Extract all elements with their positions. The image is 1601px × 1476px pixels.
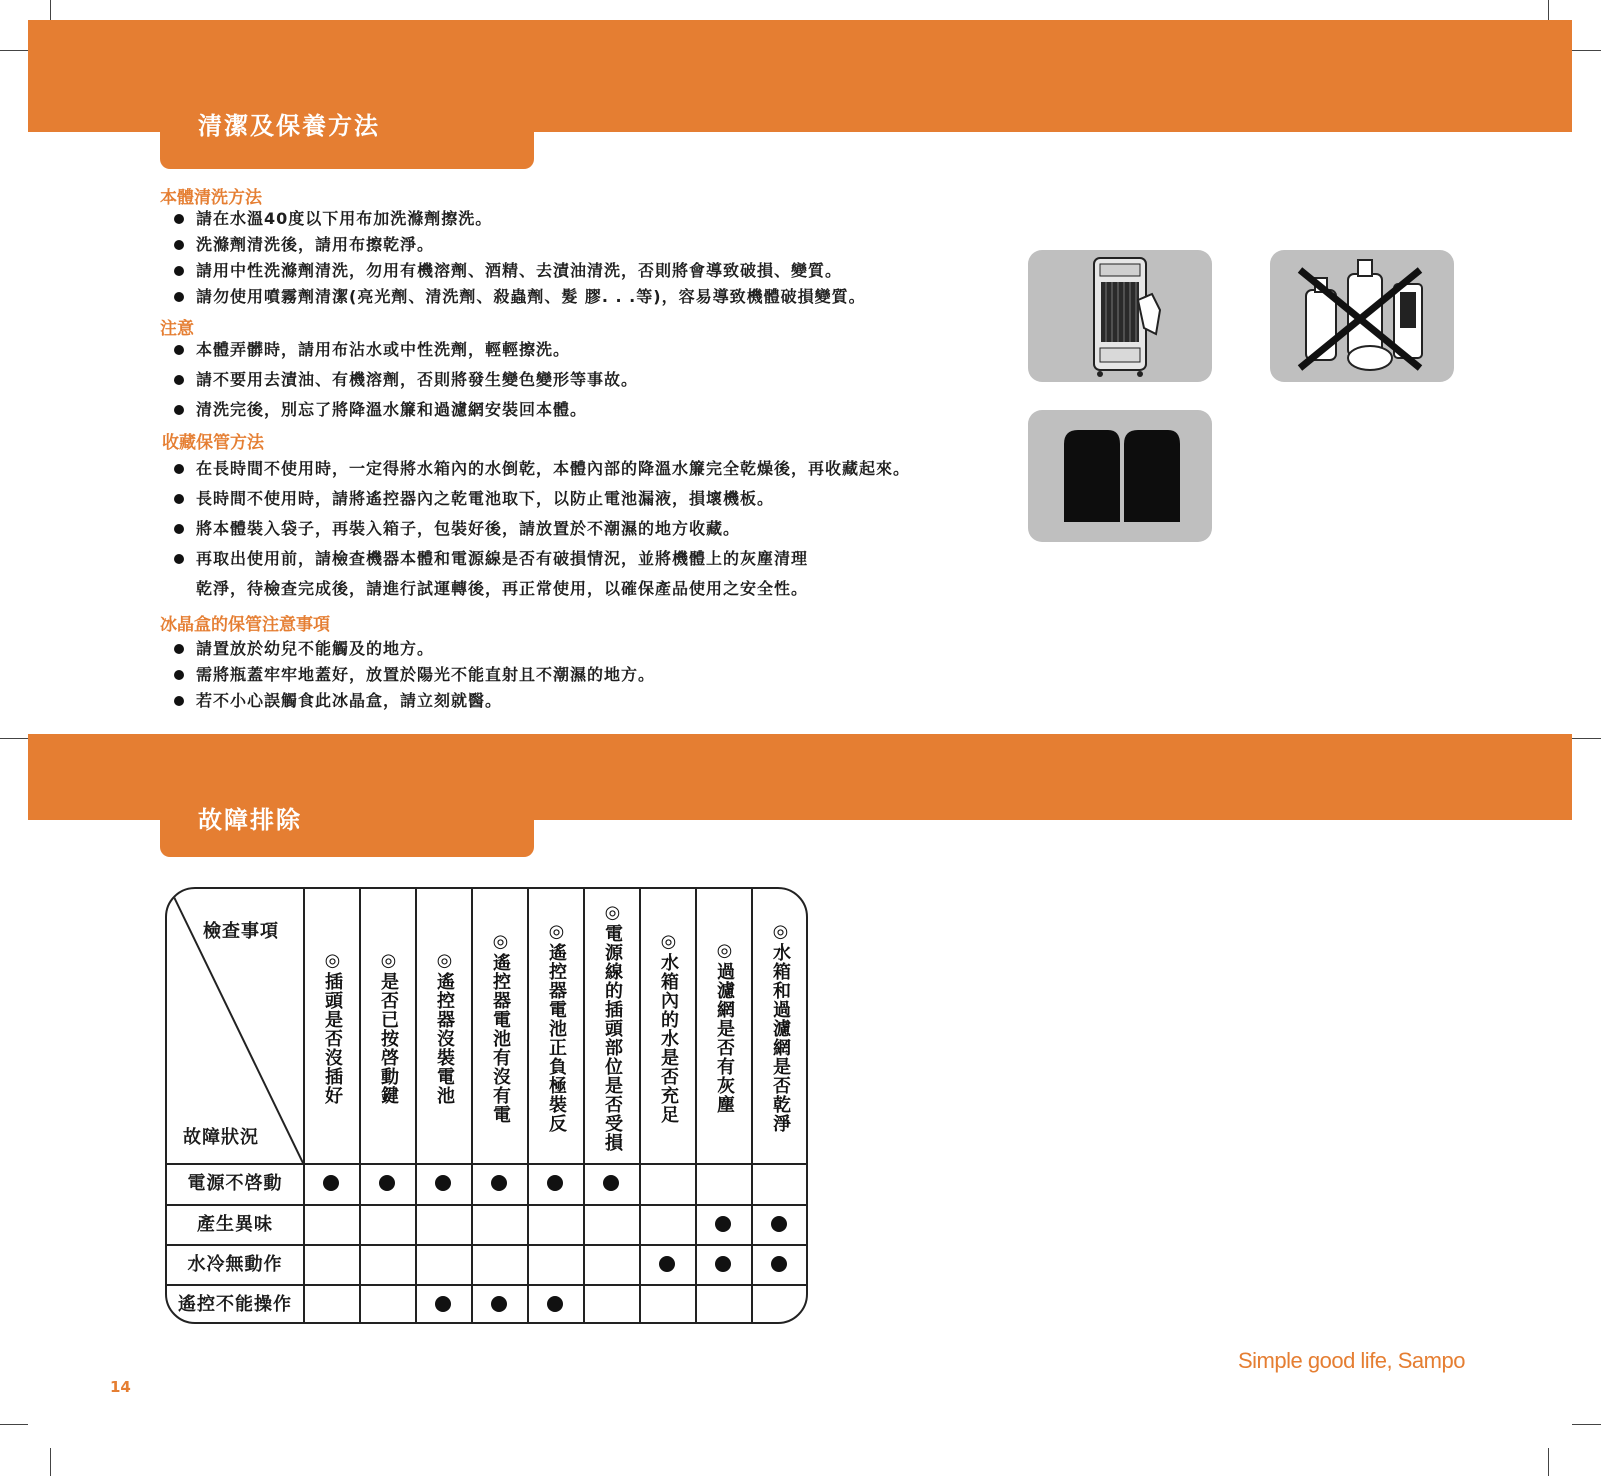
page-number: 14	[110, 1378, 131, 1396]
crop-mark	[0, 1424, 28, 1425]
corner-check-items-label: 檢查事項	[203, 921, 279, 942]
table-mark-dot	[715, 1256, 731, 1272]
table-mark-dot	[547, 1175, 563, 1191]
ice-box-illustration	[1028, 410, 1212, 542]
caution-list	[170, 335, 638, 425]
crop-mark	[0, 50, 28, 51]
corner-fault-status-label: 故障狀況	[183, 1127, 259, 1148]
list-item: 需將瓶蓋牢牢地蓋好，放置於陽光不能直射且不潮濕的地方。	[170, 662, 655, 688]
troubleshooting-table	[165, 887, 808, 1324]
column-header: ◎遙控器沒裝電池	[434, 949, 455, 1105]
crop-mark	[50, 1448, 51, 1476]
list-item: 請用中性洗滌劑清洗，勿用有機溶劑、酒精、去漬油清洗，否則將會導致破損、變質。	[170, 258, 866, 284]
crop-mark	[1548, 1448, 1549, 1476]
table-mark-dot	[715, 1216, 731, 1232]
ice-box-heading: 冰晶盒的保管注意事項	[160, 615, 330, 635]
list-item: 請置放於幼兒不能觸及的地方。	[170, 636, 655, 662]
row-label: 水冷無動作	[187, 1254, 283, 1275]
table-mark-dot	[771, 1216, 787, 1232]
column-header: ◎過濾網是否有灰塵	[714, 940, 735, 1114]
column-header: ◎水箱和過濾網是否乾淨	[770, 921, 791, 1133]
caution-heading: 注意	[160, 319, 194, 339]
table-mark-dot	[323, 1175, 339, 1191]
crop-mark	[50, 0, 51, 22]
crop-mark	[1572, 50, 1601, 51]
column-header: ◎是否已按啓動鍵	[378, 949, 399, 1105]
table-mark-dot	[659, 1256, 675, 1272]
list-item: 請不要用去漬油、有機溶劑，否則將發生變色變形等事故。	[170, 365, 638, 395]
list-item: 若不小心誤觸食此冰晶盒，請立刻就醫。	[170, 688, 655, 714]
column-header: ◎電源線的插頭部位是否受損	[602, 902, 623, 1152]
brand-slogan: Simple good life, Sampo	[1238, 1348, 1465, 1373]
table-mark-dot	[435, 1175, 451, 1191]
storage-list	[170, 454, 910, 604]
column-header: ◎遙控器電池有沒有電	[490, 930, 511, 1124]
list-item: 清洗完後，別忘了將降溫水簾和過濾網安裝回本體。	[170, 395, 638, 425]
row-label: 產生異味	[197, 1214, 273, 1235]
table-mark-dot	[547, 1296, 563, 1312]
table-mark-dot	[435, 1296, 451, 1312]
list-item: 請在水溫40度以下用布加洗滌劑擦洗。	[170, 206, 866, 232]
no-solvents-illustration	[1270, 250, 1454, 382]
crop-mark	[1572, 738, 1601, 739]
table-mark-dot	[771, 1256, 787, 1272]
body-wash-heading: 本體清洗方法	[160, 188, 262, 208]
list-item: 再取出使用前，請檢查機器本體和電源線是否有破損情況，並將機體上的灰塵清理	[170, 544, 910, 574]
list-item: 在長時間不使用時，一定得將水箱內的水倒乾，本體內部的降溫水簾完全乾燥後，再收藏起來。	[170, 454, 910, 484]
ice-box-list	[170, 636, 655, 714]
section2-title: 故障排除	[198, 806, 302, 834]
cooler-wipe-illustration	[1028, 250, 1212, 382]
row-label: 遙控不能操作	[178, 1294, 292, 1315]
table-mark-dot	[491, 1296, 507, 1312]
column-header: ◎遙控器電池正負極裝反	[546, 921, 567, 1133]
row-label: 電源不啓動	[187, 1173, 283, 1194]
table-mark-dot	[379, 1175, 395, 1191]
body-wash-list	[170, 206, 866, 310]
list-item: 將本體裝入袋子，再裝入箱子，包裝好後，請放置於不潮濕的地方收藏。	[170, 514, 910, 544]
crop-mark	[1572, 1424, 1601, 1425]
list-item: 長時間不使用時，請將遙控器內之乾電池取下，以防止電池漏液，損壞機板。	[170, 484, 910, 514]
list-item: 請勿使用噴霧劑清潔(亮光劑、清洗劑、殺蟲劑、髮 膠. . .等)，容易導致機體破損變質。	[170, 284, 866, 310]
list-item: 本體弄髒時，請用布沾水或中性洗劑，輕輕擦洗。	[170, 335, 638, 365]
section1-title: 清潔及保養方法	[198, 112, 380, 140]
table-mark-dot	[603, 1175, 619, 1191]
crop-mark	[0, 738, 28, 739]
table-mark-dot	[491, 1175, 507, 1191]
column-header: ◎插頭是否沒插好	[322, 949, 343, 1105]
column-header: ◎水箱內的水是否充足	[658, 930, 679, 1124]
storage-heading: 收藏保管方法	[162, 433, 264, 453]
crop-mark	[1548, 0, 1549, 22]
list-item: 洗滌劑清洗後，請用布擦乾淨。	[170, 232, 866, 258]
list-item-continuation: 乾淨，待檢查完成後，請進行試運轉後，再正常使用，以確保產品使用之安全性。	[196, 579, 809, 598]
